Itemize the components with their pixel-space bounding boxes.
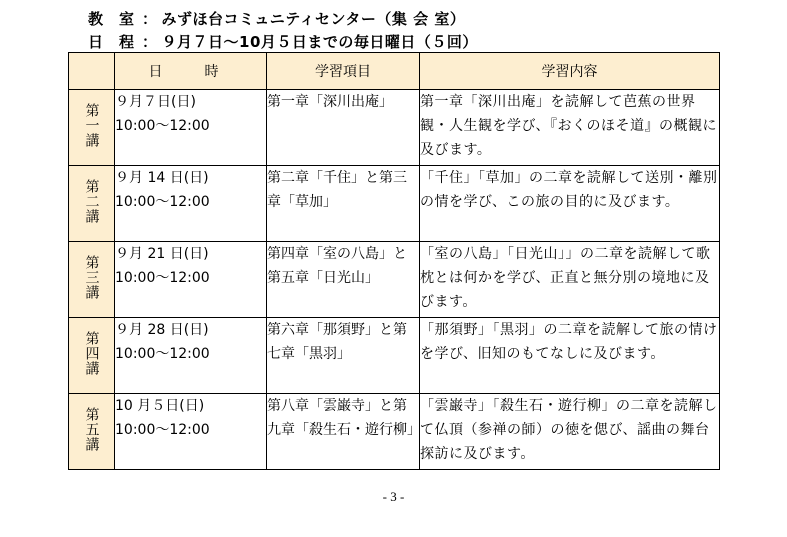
lecture-date: 10 月５日(日) [115, 398, 205, 414]
lecture-time: 10:00〜12:00 [115, 270, 210, 286]
lecture-time: 10:00〜12:00 [115, 194, 210, 210]
date-cell [115, 90, 267, 166]
lecture-number-cell [69, 166, 115, 242]
lecture-number-cell [69, 318, 115, 394]
lecture-time: 10:00〜12:00 [115, 346, 210, 362]
topic-cell: 第六章「那須野」と第七章「黒羽」 [267, 318, 420, 394]
header-content: 学習内容 [420, 53, 720, 90]
lecture-schedule-table [68, 52, 720, 470]
table-row [69, 318, 720, 394]
lecture-time: 10:00〜12:00 [115, 422, 210, 438]
date-cell [115, 318, 267, 394]
lecture-date: ９月 14 日(日) [115, 170, 209, 186]
lecture-number: 第一講 [83, 103, 100, 148]
header-topic: 学習項目 [267, 53, 420, 90]
content-cell: 「室の八島」「日光山」」の二章を読解して歌枕とは何かを学び、正直と無分別の境地に及びます。 [420, 242, 720, 318]
room-value: みずほ台コミュニティセンター（集 会 室） [161, 10, 466, 28]
table-row [69, 242, 720, 318]
page-number: - 3 - [382, 489, 405, 504]
lecture-number-cell [69, 242, 115, 318]
table-row [69, 90, 720, 166]
lecture-date: ９月７日(日) [115, 94, 196, 110]
topic-cell: 第二章「千住」と第三章「草加」 [267, 166, 420, 242]
schedule-separator: ： [142, 33, 158, 51]
room-separator: ： [142, 10, 158, 28]
lecture-time: 10:00〜12:00 [115, 118, 210, 134]
schedule-label: 日 程 [88, 33, 135, 51]
lecture-number: 第四講 [83, 331, 100, 376]
schedule-value: ９月７日〜10月５日までの毎日曜日（５回） [161, 33, 478, 51]
lecture-number: 第三講 [83, 255, 100, 300]
room-line [88, 8, 465, 29]
lecture-number-cell [69, 394, 115, 470]
header-lecture-cell [69, 53, 115, 90]
header-datetime-label: 日 時 [148, 64, 233, 80]
date-cell [115, 242, 267, 318]
topic-cell: 第八章「雲巌寺」と第九章「殺生石・遊行柳」 [267, 394, 420, 470]
lecture-date: ９月 21 日(日) [115, 246, 209, 262]
content-cell: 第一章「深川出庵」を読解して芭蕉の世界観・人生観を学び、『おくのほそ道』の概観に及びます。 [420, 90, 720, 166]
header-datetime [115, 53, 267, 90]
topic-cell: 第四章「室の八島」と第五章「日光山」 [267, 242, 420, 318]
content-cell: 「雲巌寺」「殺生石・遊行柳」の二章を読解して仏頂（参禅の師）の徳を偲び、謡曲の舞台探訪に及びます。 [420, 394, 720, 470]
date-cell [115, 166, 267, 242]
topic-cell: 第一章「深川出庵」 [267, 90, 420, 166]
lecture-number: 第五講 [83, 407, 100, 452]
table-row [69, 394, 720, 470]
lecture-number: 第二講 [83, 179, 100, 224]
date-cell [115, 394, 267, 470]
content-cell: 「千住」「草加」の二章を読解して送別・離別の情を学び、この旅の目的に及びます。 [420, 166, 720, 242]
lecture-number-cell [69, 90, 115, 166]
table-header-row [69, 53, 720, 90]
schedule-line [88, 31, 478, 52]
room-label: 教 室 [88, 10, 135, 28]
table-row [69, 166, 720, 242]
content-cell: 「那須野」「黒羽」の二章を読解して旅の情けを学び、旧知のもてなしに及びます。 [420, 318, 720, 394]
lecture-date: ９月 28 日(日) [115, 322, 209, 338]
